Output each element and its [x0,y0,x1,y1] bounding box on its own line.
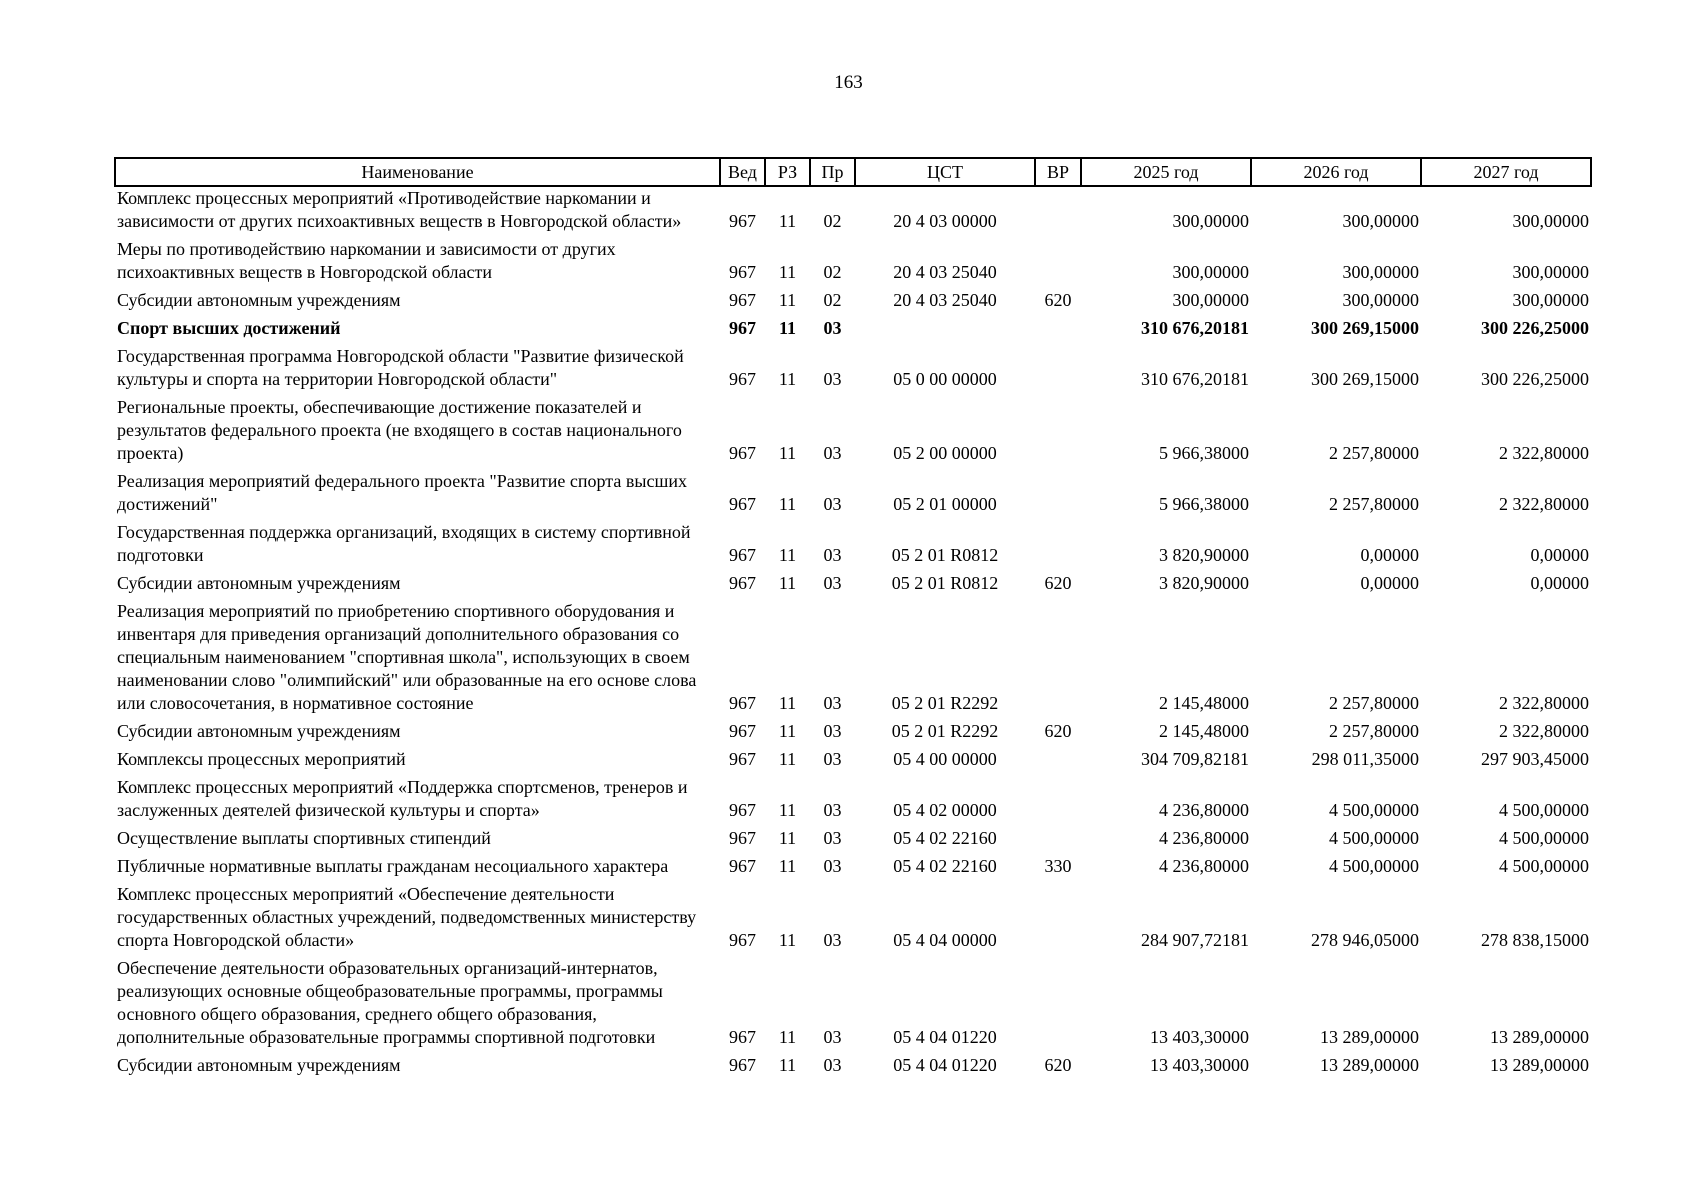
cell-rz: 11 [778,290,797,310]
cell-rz: 11 [778,443,797,463]
cell-2026: 4 500,00000 [1329,800,1419,820]
page-number: 163 [834,72,863,93]
cell-2026: 300 269,15000 [1311,318,1419,338]
table-row [115,957,1591,1054]
cell-2026: 2 257,80000 [1329,443,1419,463]
cell-2026: 300 269,15000 [1311,369,1419,389]
cell-2025: 5 966,38000 [1159,494,1249,514]
cell-2025: 304 709,82181 [1141,749,1249,769]
cell-2027: 2 322,80000 [1499,721,1589,741]
table-row [115,521,1591,572]
cell-2025: 3 820,90000 [1159,545,1249,565]
cell-2026: 13 289,00000 [1320,1055,1419,1075]
cell-name: Комплекс процессных мероприятий «Поддержка спортсменов, тренеров и заслуженных деятелей физической культуры и спорта» [117,777,688,820]
cell-vr [1035,748,1081,776]
cell-2025: 13 403,30000 [1150,1027,1249,1047]
cell-cst [855,317,1035,345]
cell-2025: 5 966,38000 [1159,443,1249,463]
table-row [115,855,1591,883]
cell-2027: 0,00000 [1530,573,1589,593]
cell-name: Государственная поддержка организаций, входящих в систему спортивной подготовки [117,522,691,565]
header-ved: Вед [720,158,765,186]
cell-vr [1035,776,1081,827]
cell-name: Комплексы процессных мероприятий [117,749,406,769]
cell-rz: 11 [778,800,797,820]
cell-name: Субсидии автономным учреждениям [117,721,401,741]
cell-pr: 03 [823,930,842,950]
cell-2027: 4 500,00000 [1499,856,1589,876]
cell-pr: 03 [823,749,842,769]
cell-pr: 03 [823,318,842,338]
cell-cst: 05 4 04 00000 [893,930,997,950]
table-header-row [115,158,1591,186]
cell-ved: 967 [729,318,756,338]
cell-pr: 03 [823,1055,842,1075]
cell-2026: 13 289,00000 [1320,1027,1419,1047]
cell-2026: 2 257,80000 [1329,721,1419,741]
cell-vr [1035,238,1081,289]
cell-rz: 11 [778,693,797,713]
cell-cst: 05 4 04 01220 [893,1055,997,1075]
table-row [115,776,1591,827]
cell-cst: 05 4 02 22160 [893,856,997,876]
cell-pr: 03 [823,545,842,565]
cell-vr: 330 [1044,856,1072,876]
cell-name: Спорт высших достижений [117,318,341,338]
cell-rz: 11 [778,545,797,565]
table-row [115,883,1591,957]
cell-rz: 11 [778,211,797,231]
table-body [115,186,1591,1082]
cell-name: Государственная программа Новгородской области "Развитие физической культуры и спорта на территории Новгородской области" [117,346,684,389]
cell-cst: 05 2 01 00000 [893,494,997,514]
cell-ved: 967 [729,545,756,565]
cell-2027: 0,00000 [1530,545,1589,565]
cell-ved: 967 [729,930,756,950]
cell-vr [1035,827,1081,855]
cell-ved: 967 [729,1055,756,1075]
cell-cst: 20 4 03 25040 [893,290,997,310]
cell-ved: 967 [729,211,756,231]
cell-vr [1035,470,1081,521]
cell-2026: 278 946,05000 [1311,930,1419,950]
cell-name: Региональные проекты, обеспечивающие достижение показателей и результатов федерального проекта (не входящего в состав национального проекта) [117,397,682,463]
cell-vr [1035,186,1081,238]
cell-cst: 05 2 01 R0812 [891,573,999,593]
cell-pr: 03 [823,828,842,848]
cell-name: Комплекс процессных мероприятий «Обеспечение деятельности государственных областных учреждений, подведомственных министерству спорта Новгородской области» [117,884,697,950]
table-row [115,1054,1591,1082]
cell-2026: 298 011,35000 [1311,749,1419,769]
cell-ved: 967 [729,749,756,769]
cell-pr: 02 [823,211,842,231]
header-cst: ЦСТ [855,158,1035,186]
table-row [115,186,1591,238]
table-row [115,345,1591,396]
table-row [115,238,1591,289]
cell-cst: 20 4 03 25040 [893,262,997,282]
cell-pr: 03 [823,856,842,876]
table-row [115,317,1591,345]
cell-rz: 11 [778,573,797,593]
cell-ved: 967 [729,828,756,848]
header-2026: 2026 год [1251,158,1421,186]
cell-2025: 2 145,48000 [1159,721,1249,741]
cell-pr: 03 [823,721,842,741]
cell-pr: 03 [823,800,842,820]
cell-name: Субсидии автономным учреждениям [117,573,401,593]
cell-cst: 05 2 00 00000 [893,443,997,463]
cell-cst: 05 4 00 00000 [893,749,997,769]
cell-2026: 300,00000 [1342,290,1419,310]
cell-2027: 300,00000 [1512,290,1589,310]
cell-name: Субсидии автономным учреждениям [117,1055,401,1075]
cell-vr: 620 [1044,573,1072,593]
cell-cst: 05 4 04 01220 [893,1027,997,1047]
cell-2027: 13 289,00000 [1490,1027,1589,1047]
cell-name: Меры по противодействию наркомании и зависимости от других психоактивных веществ в Новгородской области [117,239,616,282]
cell-2025: 300,00000 [1172,211,1249,231]
cell-2025: 300,00000 [1172,262,1249,282]
cell-name: Обеспечение деятельности образовательных организаций-интернатов, реализующих основные общеобразовательные программы, программы основного общего образования, среднего общего образования, дополнительные образовательные программы спортивной подготовки [117,958,663,1047]
cell-2025: 310 676,20181 [1141,318,1249,338]
cell-vr [1035,396,1081,470]
cell-2025: 4 236,80000 [1159,800,1249,820]
header-2027: 2027 год [1421,158,1591,186]
cell-ved: 967 [729,1027,756,1047]
cell-cst: 05 4 02 00000 [893,800,997,820]
table-row [115,289,1591,317]
cell-rz: 11 [778,369,797,389]
cell-2025: 2 145,48000 [1159,693,1249,713]
cell-2027: 2 322,80000 [1499,693,1589,713]
cell-2027: 2 322,80000 [1499,494,1589,514]
table-row [115,572,1591,600]
cell-2027: 2 322,80000 [1499,443,1589,463]
cell-vr [1035,883,1081,957]
cell-cst: 05 2 01 R2292 [891,721,999,741]
cell-vr: 620 [1044,1055,1072,1075]
cell-ved: 967 [729,290,756,310]
cell-2026: 2 257,80000 [1329,693,1419,713]
cell-pr: 02 [823,262,842,282]
cell-rz: 11 [778,1027,797,1047]
cell-2027: 300,00000 [1512,211,1589,231]
cell-2027: 278 838,15000 [1481,930,1589,950]
cell-cst: 05 2 01 R2292 [891,693,999,713]
cell-2025: 4 236,80000 [1159,828,1249,848]
cell-pr: 03 [823,369,842,389]
cell-2025: 3 820,90000 [1159,573,1249,593]
cell-rz: 11 [778,930,797,950]
table-row [115,600,1591,720]
cell-rz: 11 [778,856,797,876]
cell-pr: 03 [823,573,842,593]
cell-2027: 4 500,00000 [1499,800,1589,820]
cell-pr: 03 [823,1027,842,1047]
cell-2027: 4 500,00000 [1499,828,1589,848]
cell-name: Публичные нормативные выплаты гражданам несоциального характера [117,856,669,876]
cell-ved: 967 [729,369,756,389]
cell-ved: 967 [729,573,756,593]
header-2025: 2025 год [1081,158,1251,186]
table-row [115,470,1591,521]
cell-2025: 284 907,72181 [1141,930,1249,950]
cell-2026: 4 500,00000 [1329,856,1419,876]
cell-name: Реализация мероприятий по приобретению спортивного оборудования и инвентаря для приведения организаций дополнительного образования со специальным наименованием "спортивная школа", использующих в своем наименовании слово "олимпийский" или образованные на его основе слова или словосочетания, в нормативное состояние [117,601,697,713]
header-rz: РЗ [765,158,810,186]
cell-ved: 967 [729,693,756,713]
cell-2026: 0,00000 [1360,545,1419,565]
cell-pr: 03 [823,494,842,514]
cell-2026: 300,00000 [1342,262,1419,282]
cell-2026: 4 500,00000 [1329,828,1419,848]
cell-2026: 2 257,80000 [1329,494,1419,514]
header-name: Наименование [115,158,720,186]
cell-ved: 967 [729,721,756,741]
cell-cst: 20 4 03 00000 [893,211,997,231]
cell-ved: 967 [729,443,756,463]
cell-ved: 967 [729,494,756,514]
cell-rz: 11 [778,262,797,282]
table-row [115,720,1591,748]
cell-2027: 13 289,00000 [1490,1055,1589,1075]
cell-2026: 0,00000 [1360,573,1419,593]
cell-name: Реализация мероприятий федерального проекта "Развитие спорта высших достижений" [117,471,687,514]
cell-vr [1035,957,1081,1054]
cell-name: Комплекс процессных мероприятий «Противодействие наркомании и зависимости от других психоактивных веществ в Новгородской области» [117,188,682,231]
cell-ved: 967 [729,800,756,820]
header-vr: ВР [1035,158,1081,186]
cell-2025: 300,00000 [1172,290,1249,310]
table-row [115,827,1591,855]
cell-2027: 300,00000 [1512,262,1589,282]
cell-cst: 05 0 00 00000 [893,369,997,389]
cell-ved: 967 [729,262,756,282]
cell-pr: 03 [823,443,842,463]
cell-rz: 11 [778,749,797,769]
cell-name: Субсидии автономным учреждениям [117,290,401,310]
header-pr: Пр [810,158,855,186]
cell-rz: 11 [778,721,797,741]
cell-name: Осуществление выплаты спортивных стипендий [117,828,491,848]
cell-vr [1035,600,1081,720]
cell-vr: 620 [1044,290,1072,310]
cell-2025: 4 236,80000 [1159,856,1249,876]
cell-rz: 11 [778,1055,797,1075]
cell-vr: 620 [1044,721,1072,741]
cell-2027: 300 226,25000 [1481,369,1589,389]
cell-2027: 297 903,45000 [1481,749,1589,769]
cell-cst: 05 2 01 R0812 [891,545,999,565]
budget-table [114,157,1592,1082]
table-row [115,396,1591,470]
cell-2025: 13 403,30000 [1150,1055,1249,1075]
cell-vr [1035,345,1081,396]
cell-cst: 05 4 02 22160 [893,828,997,848]
cell-ved: 967 [729,856,756,876]
cell-2026: 300,00000 [1342,211,1419,231]
cell-rz: 11 [778,828,797,848]
cell-vr [1035,521,1081,572]
cell-2027: 300 226,25000 [1481,318,1589,338]
cell-vr [1035,317,1081,345]
cell-pr: 02 [823,290,842,310]
cell-rz: 11 [778,494,797,514]
cell-2025: 310 676,20181 [1141,369,1249,389]
cell-rz: 11 [778,318,796,338]
cell-pr: 03 [823,693,842,713]
table-row [115,748,1591,776]
